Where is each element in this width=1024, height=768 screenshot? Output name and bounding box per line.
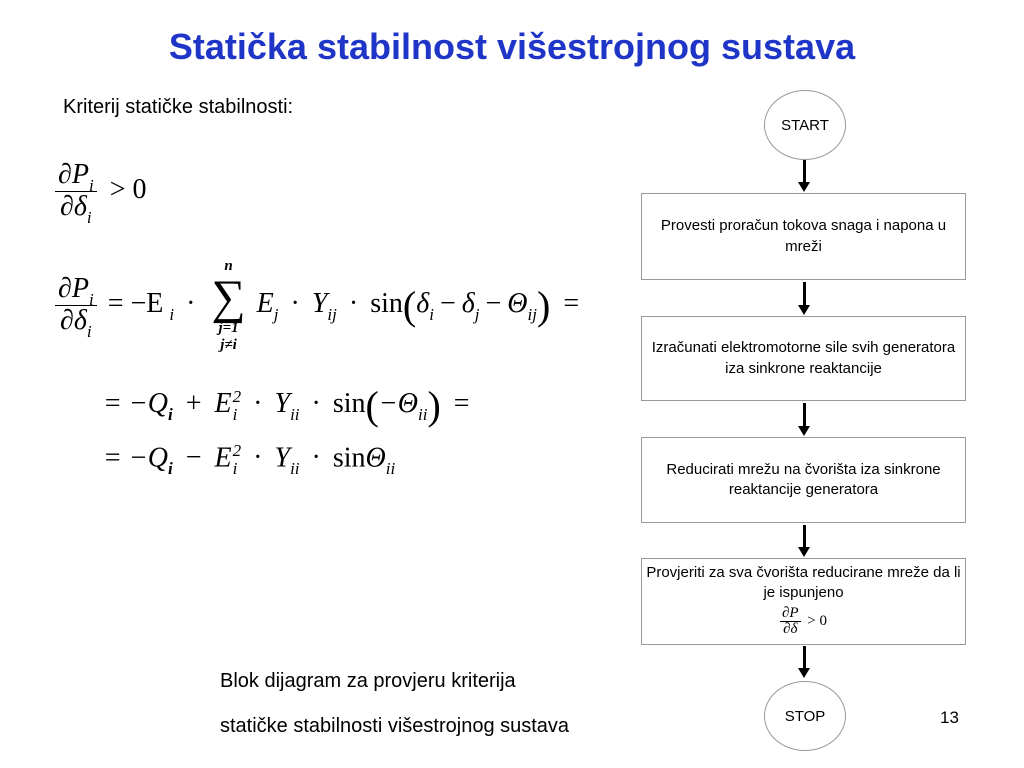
flowchart-stop: STOP xyxy=(764,681,846,751)
eq1-rhs: > 0 xyxy=(109,173,147,205)
criterion-label: Kriterij statičke stabilnosti: xyxy=(63,96,294,118)
flowchart-arrow-3 xyxy=(803,403,806,428)
eq2-fraction: $\frac{\partial P_i}{\partial\delta_i}$ xyxy=(55,274,97,337)
flowchart-arrow-1 xyxy=(803,160,806,184)
step4-condition: $\frac{\partial P}{\partial\delta}$ > 0 xyxy=(781,604,828,638)
equation-3: = $-Q_i + E$ 2 i · $Y_{ii} \cdot \sin(-\Theta_{ii})$ = xyxy=(103,383,470,428)
flowchart-step-2: Izračunati elektromotorne sile svih generatora iza sinkrone reaktancije xyxy=(641,316,966,401)
flowchart-arrow-5 xyxy=(803,646,806,670)
page-number: 13 xyxy=(940,708,959,727)
caption-line-2: statičke stabilnosti višestrojnog sustava xyxy=(220,715,570,737)
flowchart-arrow-2 xyxy=(803,282,806,307)
equation-4: = $-Q_i - E$ 2 i · $Y_{ii} \cdot \sin\Theta_{ii}$ xyxy=(103,441,396,479)
summation: n ∑ j=1 j≠i xyxy=(211,258,246,353)
flowchart-arrow-4 xyxy=(803,525,806,549)
flowchart-step-3: Reducirati mrežu na čvorišta iza sinkrone reaktancije generatora xyxy=(641,437,966,523)
slide-title: Statička stabilnost višestrojnog sustava xyxy=(168,26,856,67)
eq1-fraction: $\frac{\partial P_i}{\partial\delta_i}$ xyxy=(55,160,97,223)
flowchart-step-4: Provjeriti za sva čvorišta reducirane mreže da li je ispunjeno $\frac{\partial P}{\partial\delta}$ > 0 xyxy=(641,558,966,645)
flowchart-start: START xyxy=(764,90,846,160)
flowchart-step-1: Provesti proračun tokova snaga i napona u mreži xyxy=(641,193,966,280)
equation-2: $\frac{\partial P_i}{\partial\delta_i}$ = −E $_i$ · n ∑ j=1 j≠i $E_j \cdot Y_{ij} \cdot \sin(\delta_i - \delta_j - \Theta_{ij})$ = xyxy=(55,258,585,353)
equation-1 xyxy=(55,159,152,227)
caption-line-1: Blok dijagram za provjeru kriterija xyxy=(220,670,516,692)
